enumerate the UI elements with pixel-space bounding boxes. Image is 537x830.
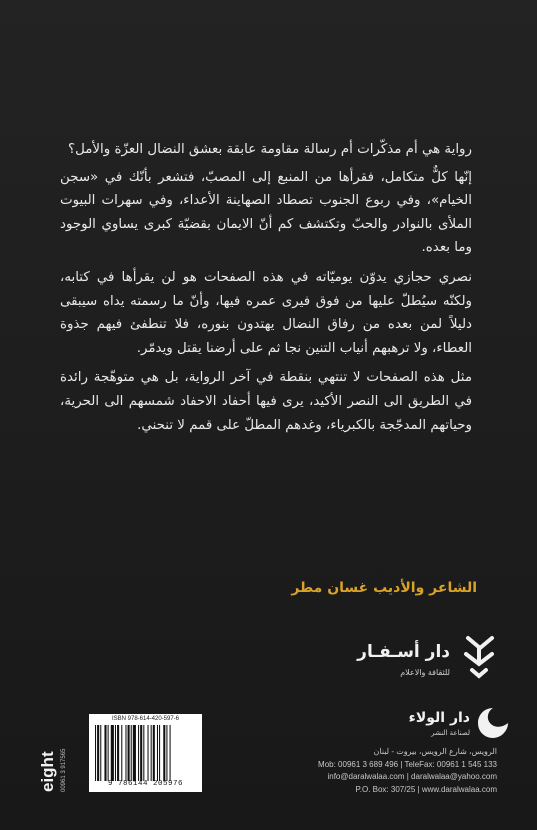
barcode-bar xyxy=(115,725,116,781)
barcode-bar xyxy=(131,725,132,781)
barcode-bar xyxy=(97,725,99,781)
barcode-bar xyxy=(157,725,158,781)
blurb-paragraph-1: رواية هي أم مذكّرات أم رسالة مقاومة عابقة بعشق النضال العزّة والأمل؟ xyxy=(67,142,472,157)
contact-address: الرويس، شارع الرويس، بيروت - لبنان xyxy=(373,747,497,756)
barcode-bar xyxy=(151,725,152,781)
barcode-bar xyxy=(166,725,167,781)
contact-web: P.O. Box: 307/25 | www.daralwalaa.com xyxy=(355,784,497,794)
barcode-bar xyxy=(121,725,122,781)
blurb-paragraph-4: مثل هذه الصفحات لا تنتهي بنقطة في آخر الرواية، بل هي متوهّجة رائدة في الطريق الى النصر الأكيد، يرى فيها أحفاد الاحفاد شمسهم الى الحرية، وحياتهم المدجّجة بالكبرياء، وغدهم المطلّ على قمم لا تنحني. xyxy=(60,370,472,433)
barcode-bar xyxy=(95,725,96,781)
publisher-contact xyxy=(237,746,497,796)
barcode-bar xyxy=(117,725,119,781)
alwalaa-subtitle: لصناعة النشر xyxy=(431,729,470,737)
contact-emails: info@daralwalaa.com | daralwalaa@yahoo.com xyxy=(327,772,497,781)
blurb-paragraph-3: نصري حجازي يدوّن يوميّاته في هذه الصفحات هو لن يقرأها في كتابه، ولكنّه سيُطلّ عليها من فوق فيرى عمره فيها، وأنّ ما رسمته يداه سيبقى دليلاً لمن بعده من رفاق النضال يهتدون بنوره، فلا تنطفئ فيهم جذوة العطاء، ولا ترهبهم أنياب التنين نجا ثم على أرضنا يقتل ويدمّر. xyxy=(60,269,472,356)
barcode-bar xyxy=(153,725,155,781)
isbn-label: ISBN 978-614-420-597-6 xyxy=(111,716,180,722)
author-credit: الشاعر والأديب غسان مطر xyxy=(291,580,477,596)
asfar-logo-icon xyxy=(458,632,500,680)
barcode-bar xyxy=(108,725,109,781)
barcode-bar xyxy=(128,725,130,781)
asfar-subtitle: للثقافة والاعلام xyxy=(400,668,450,677)
barcode-bars xyxy=(95,725,196,781)
barcode-bar xyxy=(111,725,114,781)
barcode-bar xyxy=(104,725,106,781)
barcode-bar xyxy=(148,725,149,781)
eight-imprint-logo: eight xyxy=(38,751,57,792)
publisher-alwalaa xyxy=(300,706,510,746)
blurb-text xyxy=(60,138,472,443)
barcode xyxy=(89,714,202,792)
barcode-bar xyxy=(140,725,142,781)
asfar-name: دار أسـفـار xyxy=(357,642,450,662)
barcode-bar xyxy=(125,725,126,781)
barcode-digits: 9 786144 205976 xyxy=(107,780,183,788)
blurb-paragraph-2: إنّها كلٌّ متكامل، فقرأها من المنبع إلى المصبّ، فتشعر بأنّك في «سجن الخيام»، وفي ربوع الجنوب تصطاد الصهاينة الأعداء، وفي سهرات البيوت الملأى بالنوادر والحبّ وتكتشف كم أنّ الايمان بقضيّة كبرى يساوي الوجود وما بعده. xyxy=(60,169,472,256)
barcode-bar xyxy=(133,725,136,781)
publisher-asfar xyxy=(357,630,500,690)
alwalaa-logo-icon xyxy=(476,706,510,740)
barcode-bar xyxy=(159,725,160,781)
contact-phones: Mob: 00961 3 689 496 | TeleFax: 00961 1 545 133 xyxy=(318,759,497,769)
barcode-bar xyxy=(138,725,139,781)
barcode-bar xyxy=(100,725,101,781)
imprint-code: 00961 3 917565 xyxy=(61,748,67,792)
barcode-bar xyxy=(163,725,165,781)
barcode-bar xyxy=(143,725,144,781)
barcode-bar xyxy=(170,725,171,781)
alwalaa-name: دار الولاء xyxy=(408,710,470,726)
